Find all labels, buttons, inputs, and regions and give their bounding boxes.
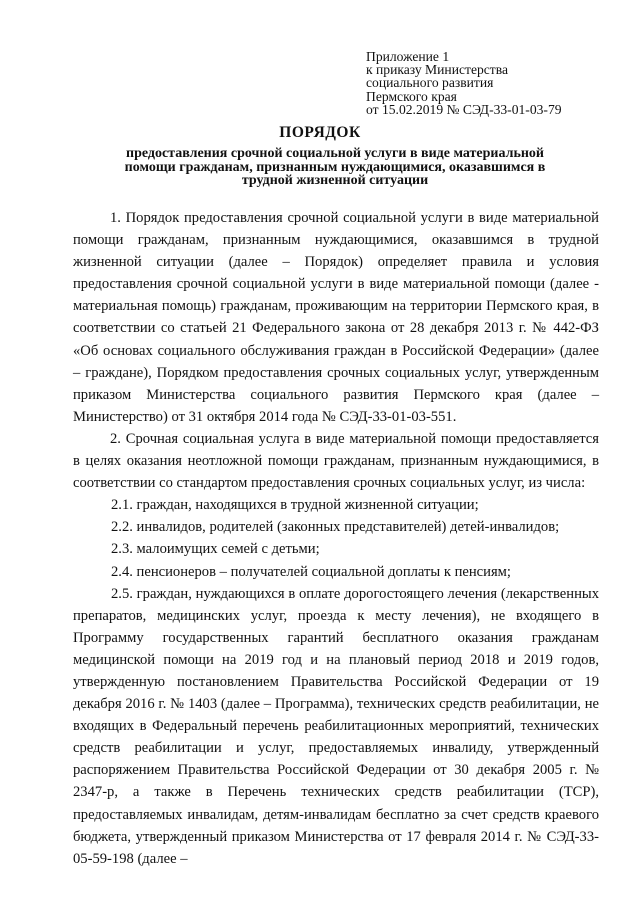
document-subtitle: предоставления срочной социальной услуги в виде материальной помощи гражданам, признанным нуждающимися, оказавшимся в трудной жизненной ситуации <box>124 146 546 189</box>
appendix-line: Пермского края <box>366 88 457 104</box>
document-body <box>73 207 599 870</box>
appendix-line: Приложение 1 <box>366 49 450 64</box>
appendix-line: социального развития <box>366 75 494 91</box>
paragraph-2: 2. Срочная социальная услуга в виде материальной помощи предоставляется в целях оказания неотложной помощи гражданам, признанным нуждающимися, в соответствии со стандартом предоставления срочных социальных услуг, из числа: <box>73 430 599 492</box>
paragraph-2-1: 2.1. граждан, находящихся в трудной жизненной ситуации; <box>111 497 479 514</box>
paragraph-2-5: 2.5. граждан, нуждающихся в оплате дорогостоящего лечения (лекарственных препаратов, медицинских услуг, проезда к месту лечения), не входящего в Программу государственных гарантий бесплатного оказания гражданам медицинской помощи на 2019 год и на плановый период 2018 и 2019 годов, утвержденную постановлением Правительства Российской Федерации от 19 декабря 2016 г. № 1403 (далее – Программа), технических средств реабилитации, не входящих в Федеральный перечень реабилитационных мероприятий, технических средств реабилитации и услуг, предоставляемых инвалиду, утвержденный распоряжением Правительства Российской Федерации от 30 декабря 2005 г. № 2347-р, а также в Перечень технических средств реабилитации (ТСР), предоставляемых инвалидам, детям-инвалидам бесплатно за счет средств краевого бюджета, утвержденный приказом Министерства от 17 февраля 2014 г. № СЭД-33-05-59-198 (далее – <box>73 585 599 867</box>
appendix-line: от 15.02.2019 № СЭД-33-01-03-79 <box>366 101 562 117</box>
paragraph-2-2: 2.2. инвалидов, родителей (законных представителей) детей-инвалидов; <box>111 519 560 536</box>
paragraph-2-4: 2.4. пенсионеров – получателей социальной доплаты к пенсиям; <box>111 563 511 580</box>
appendix-header <box>366 50 626 116</box>
paragraph-1: 1. Порядок предоставления срочной социальной услуги в виде материальной помощи гражданам, признанным нуждающимися, оказавшимся в трудной жизненной ситуации (далее – Порядок) определяет правила и условия предоставления срочной социальной услуги в виде материальной помощи (далее - материальная помощь) гражданам, проживающим на территории Пермского края, в соответствии со статьей 21 Федерального закона от 28 декабря 2013 г. № 442-ФЗ «Об основах социального обслуживания граждан в Российской Федерации» (далее – граждане), Порядком предоставления срочных социальных услуг, утвержденным приказом Министерства социального развития Пермского края (далее – Министерство) от 31 октября 2014 года № СЭД-33-01-03-551. <box>73 210 599 425</box>
document-title: ПОРЯДОК <box>279 124 361 141</box>
appendix-line: к приказу Министерства <box>366 62 509 78</box>
paragraph-2-3: 2.3. малоимущих семей с детьми; <box>111 541 320 558</box>
